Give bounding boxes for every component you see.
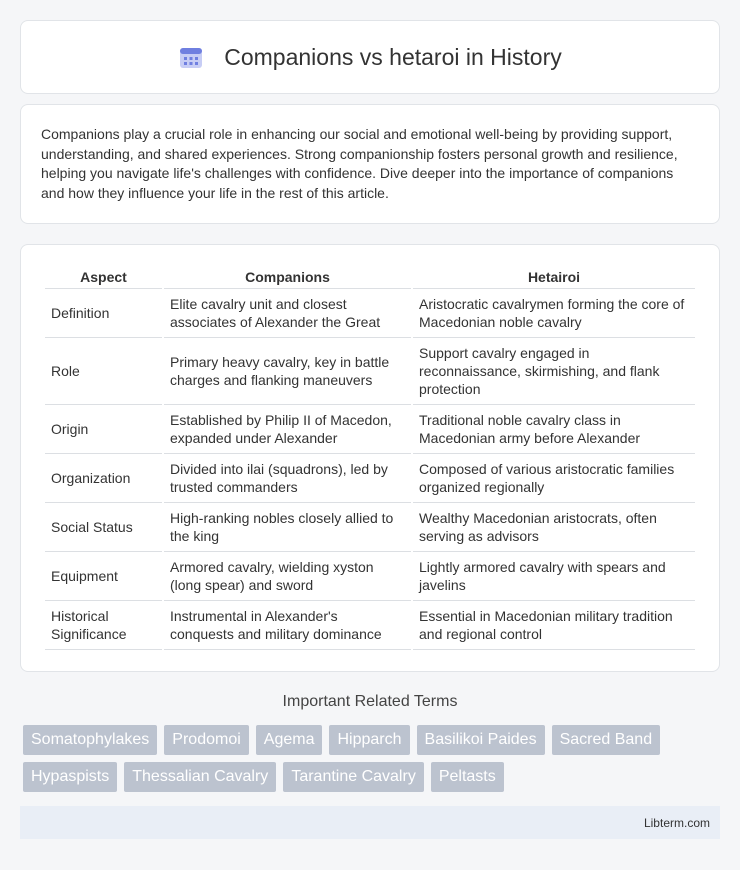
table-row [45,503,695,552]
table-cell: Primary heavy cavalry, key in battle charges and flanking maneuvers [164,338,411,405]
table-header-row [45,265,695,289]
comparison-table-card [20,244,720,672]
table-cell: Historical Significance [45,601,162,650]
column-header: Aspect [45,265,162,289]
table-cell: Established by Philip II of Macedon, expanded under Alexander [164,405,411,454]
table-cell: High-ranking nobles closely allied to the king [164,503,411,552]
table-row [45,601,695,650]
related-terms-tags [23,725,713,792]
table-cell: Origin [45,405,162,454]
table-cell: Divided into ilai (squadrons), led by trusted commanders [164,454,411,503]
table-row [45,405,695,454]
related-term-tag[interactable]: Thessalian Cavalry [124,762,276,792]
related-term-tag[interactable]: Prodomoi [164,725,248,755]
intro-text: Companions play a crucial role in enhancing our social and emotional well-being by providing support, understanding, and shared experiences. Strong companionship fosters personal growth and resilience, helping you navigate life's challenges with confidence. Dive deeper into the importance of companions and how they influence your life in the rest of this article. [41,126,678,201]
table-cell: Wealthy Macedonian aristocrats, often serving as advisors [413,503,695,552]
table-cell: Lightly armored cavalry with spears and javelins [413,552,695,601]
related-term-tag[interactable]: Hipparch [329,725,409,755]
table-cell: Organization [45,454,162,503]
footer [20,806,720,839]
footer-site-link[interactable]: Libterm.com [643,815,710,830]
comparison-table [43,265,697,650]
table-cell: Instrumental in Alexander's conquests and military dominance [164,601,411,650]
intro-card [20,104,720,224]
table-cell: Elite cavalry unit and closest associates of Alexander the Great [164,289,411,338]
table-cell: Aristocratic cavalrymen forming the core of Macedonian noble cavalry [413,289,695,338]
table-cell: Traditional noble cavalry class in Macedonian army before Alexander [413,405,695,454]
table-row [45,552,695,601]
table-cell: Social Status [45,503,162,552]
table-row [45,289,695,338]
column-header: Hetairoi [413,265,695,289]
table-cell: Support cavalry engaged in reconnaissance, skirmishing, and flank protection [413,338,695,405]
table-cell: Composed of various aristocratic families organized regionally [413,454,695,503]
table-cell: Equipment [45,552,162,601]
related-term-tag[interactable]: Tarantine Cavalry [283,762,424,792]
related-term-tag[interactable]: Hypaspists [23,762,117,792]
column-header: Companions [164,265,411,289]
table-cell: Armored cavalry, wielding xyston (long spear) and sword [164,552,411,601]
related-term-tag[interactable]: Peltasts [431,762,504,792]
related-term-tag[interactable]: Basilikoi Paides [417,725,545,755]
title-card [20,20,720,94]
related-terms-title: Important Related Terms [282,693,458,710]
table-cell: Role [45,338,162,405]
calendar-icon [178,44,204,70]
table-cell: Definition [45,289,162,338]
table-row [45,338,695,405]
page-title: Companions vs hetaroi in History [224,43,562,70]
table-cell: Essential in Macedonian military tradition and regional control [413,601,695,650]
related-term-tag[interactable]: Agema [256,725,323,755]
table-row [45,454,695,503]
related-term-tag[interactable]: Sacred Band [552,725,661,755]
related-term-tag[interactable]: Somatophylakes [23,725,157,755]
